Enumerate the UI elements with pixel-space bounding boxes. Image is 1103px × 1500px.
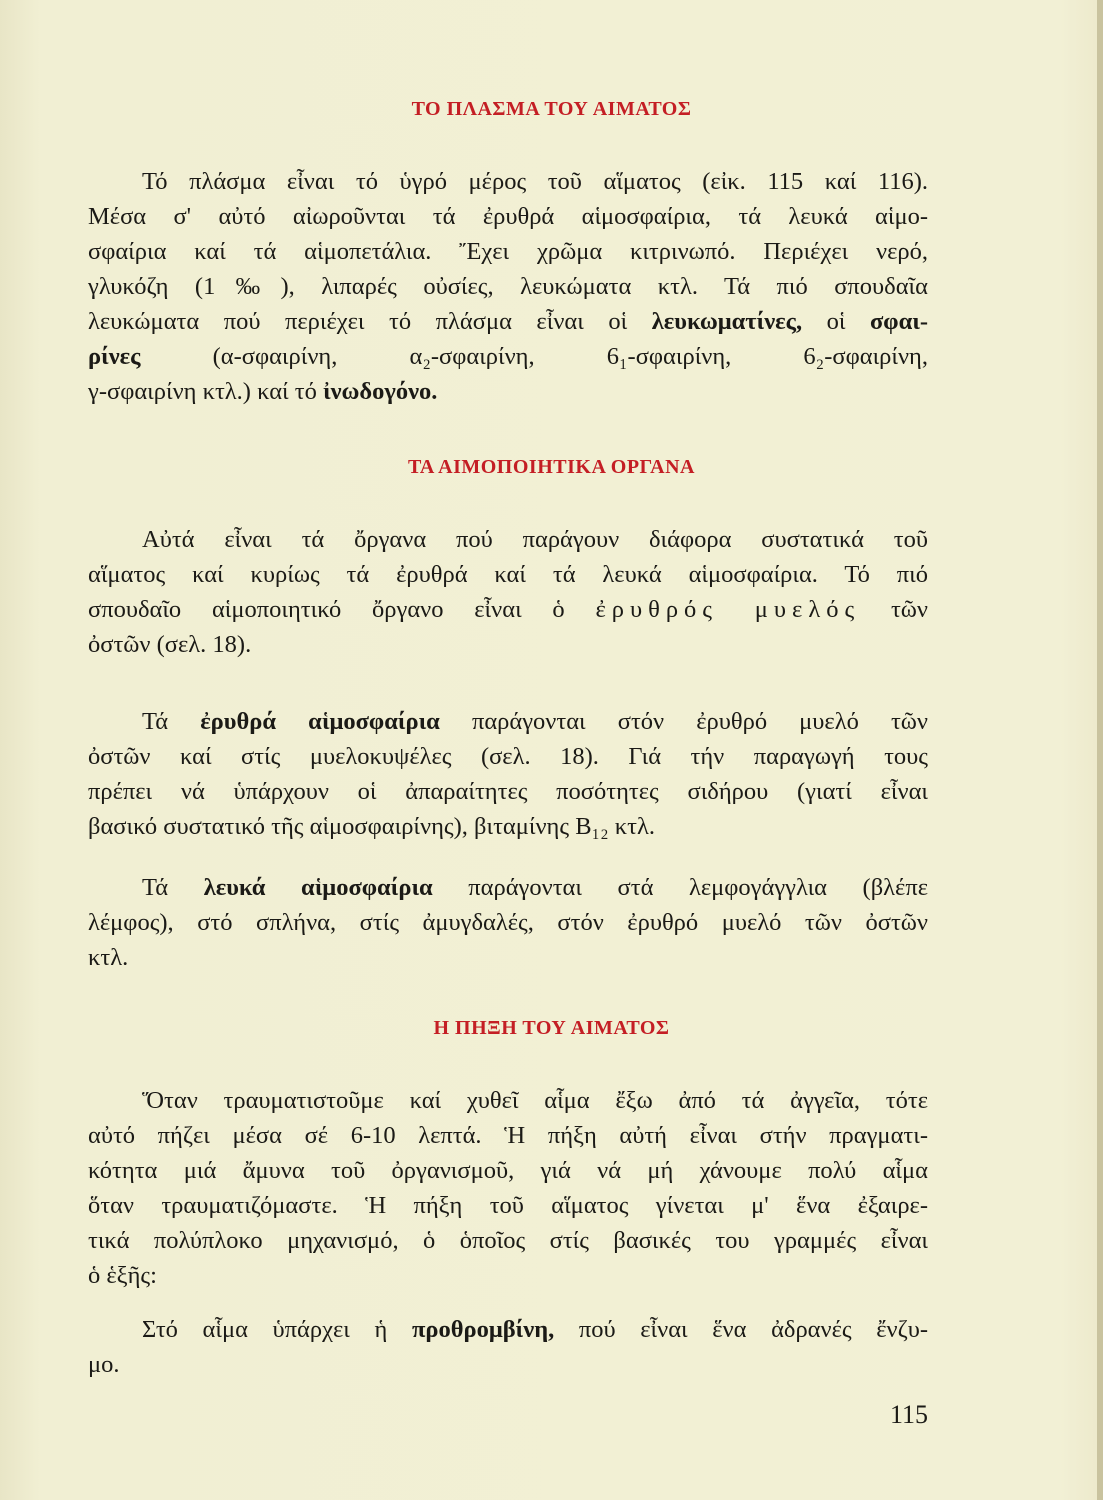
text-run: παράγονται στά λεμφογάγγλια (βλέπε (468, 874, 929, 901)
text-run: Τά (142, 874, 169, 901)
text-run: τῶν (890, 596, 928, 623)
text-run: (α-σφαιρίνη, α₂-σφαιρίνη, 6₁-σφαιρίνη, 6₂-σφαιρίνη, (212, 343, 928, 370)
text-line: πρέπει νά ὑπάρχουν οἱ ἀπαραίτητες ποσότητες σιδήρου (γιατί εἶναι (88, 778, 928, 805)
text-run: λευκώματα πού περιέχει τό πλάσμα εἶναι οἱ (88, 308, 628, 335)
text-run: οἱ (826, 308, 846, 335)
page-number: 115 (889, 1400, 928, 1429)
text-line: τικά πολύπλοκο μηχανισμό, ὁ ὁποῖος στίς βασικές του γραμμές εἶναι (88, 1227, 928, 1254)
text-line: Ὅταν τραυματιστοῦμε καί χυθεῖ αἷμα ἔξω ἀπό τά ἀγγεῖα, τότε (142, 1087, 928, 1114)
text-line (88, 1312, 928, 1347)
text-run: Στό αἷμα ὑπάρχει ἡ (142, 1316, 388, 1343)
text-line: Τό πλάσμα εἶναι τό ὑγρό μέρος τοῦ αἵματος (εἰκ. 115 καί 116). (142, 168, 928, 195)
term-prothrombin: προθρομβίνη, (411, 1316, 555, 1343)
heading-blood-organs: ΤΑ ΑΙΜΟΠΟΙΗΤΙΚΑ ΟΡΓΑΝΑ (408, 456, 695, 478)
text-line: ὀστῶν καί στίς μυελοκυψέλες (σελ. 18). Γιά τήν παραγωγή τους (88, 743, 928, 770)
text-line: κότητα μιά ἄμυνα τοῦ ὀργανισμοῦ, γιά νά μή χάνουμε πολύ αἷμα (88, 1157, 928, 1184)
term-inodogono: ἰνωδογόνο. (322, 378, 438, 405)
text-run: Τά (142, 708, 169, 735)
paragraph-plasma (88, 164, 928, 409)
term-sfairines-part2: ρίνες (88, 343, 141, 370)
text-run: σπουδαῖο αἱμοποιητικό ὄργανο εἶναι ὁ (88, 596, 565, 623)
text-line: γλυκόζη (1‰), λιπαρές οὐσίες, λευκώματα κτλ. Τά πιό σπουδαῖα (88, 273, 928, 300)
paragraph-coagulation (88, 1083, 928, 1293)
text-run: παράγονται στόν ἐρυθρό μυελό τῶν (471, 708, 928, 735)
text-line (88, 592, 928, 627)
paragraph-red-cells (88, 704, 928, 844)
text-line (88, 870, 928, 905)
text-run: πού εἶναι ἕνα ἀδρανές ἔνζυ- (578, 1316, 929, 1343)
paragraph-prothrombin (88, 1312, 928, 1382)
text-line (88, 704, 928, 739)
term-leukomatines: λευκωματίνες, (651, 308, 803, 335)
text-line: σφαίρια καί τά αἱμοπετάλια. Ἔχει χρῶμα κιτρινωπό. Περιέχει νερό, (88, 238, 928, 265)
text-run: γ-σφαιρίνη κτλ.) καί τό (88, 378, 317, 405)
text-line: βασικό συστατικό τῆς αἱμοσφαιρίνης), βιταμίνης B₁₂ κτλ. (88, 813, 655, 840)
text-line: μο. (88, 1351, 120, 1378)
text-line (88, 304, 928, 339)
term-red-blood-cells: ἐρυθρά αἱμοσφαίρια (200, 708, 440, 735)
text-line (88, 374, 928, 409)
text-line (88, 339, 928, 374)
term-sfairines-part1: σφαι- (869, 308, 929, 335)
page-edge (1097, 0, 1103, 1500)
heading-plasma: ΤΟ ΠΛΑΣΜΑ ΤΟΥ ΑΙΜΑΤΟΣ (411, 98, 692, 120)
term-red-marrow: ἐρυθρός μυελός (595, 596, 861, 623)
paragraph-organs (88, 522, 928, 662)
paragraph-white-cells (88, 870, 928, 975)
term-white-blood-cells: λευκά αἱμοσφαίρια (203, 874, 433, 901)
text-line: λέμφος), στό σπλήνα, στίς ἀμυγδαλές, στόν ἐρυθρό μυελό τῶν ὀστῶν (88, 909, 928, 936)
text-line: ὁ ἑξῆς: (88, 1262, 157, 1289)
text-line: Αὐτά εἶναι τά ὄργανα πού παράγουν διάφορα συστατικά τοῦ (142, 526, 928, 553)
text-line: Μέσα σ' αὐτό αἰωροῦνται τά ἐρυθρά αἱμοσφαίρια, τά λευκά αἱμο- (88, 203, 928, 230)
text-line: αἵματος καί κυρίως τά ἐρυθρά καί τά λευκά αἱμοσφαίρια. Τό πιό (88, 561, 928, 588)
text-line: κτλ. (88, 944, 129, 971)
text-line: ὀστῶν (σελ. 18). (88, 631, 252, 658)
heading-coagulation: Η ΠΗΞΗ ΤΟΥ ΑΙΜΑΤΟΣ (433, 1017, 670, 1039)
text-line: ὅταν τραυματιζόμαστε. Ἡ πήξη τοῦ αἵματος γίνεται μ' ἕνα ἐξαιρε- (88, 1192, 928, 1219)
text-line: αὐτό πήζει μέσα σέ 6-10 λεπτά. Ἡ πήξη αὐτή εἶναι στήν πραγματι- (88, 1122, 928, 1149)
